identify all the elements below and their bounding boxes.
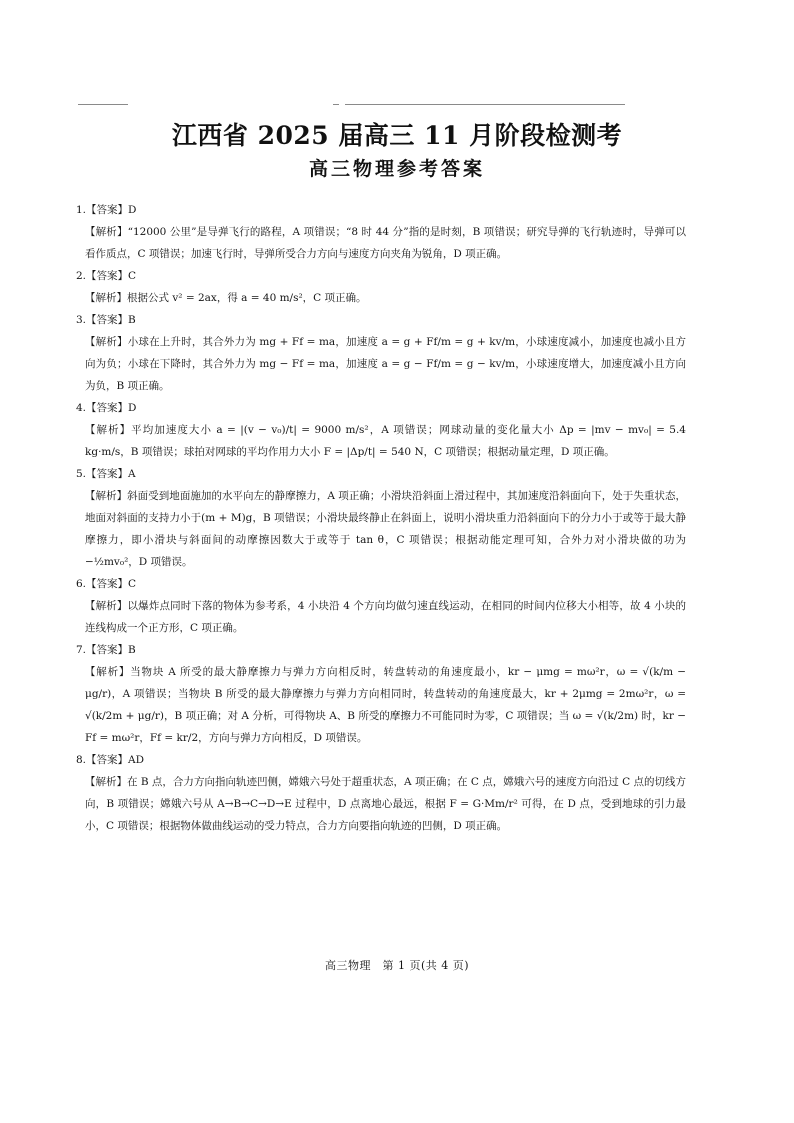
answer-key: 5.【答案】A — [76, 468, 136, 480]
answer-item-6 — [76, 573, 686, 639]
analysis-text: 【解析】在 B 点，合力方向指向轨迹凹侧，嫦娥六号处于超重状态，A 项正确；在 C 点，嫦娥六号的速度方向沿过 C 点的切线方向，B 项错误；嫦娥六号从 A→B→C→D→E 过程中，D 点离地心最远，根据 F = G·Mm/r² 可得，在 D 点，受到地球的引力最小，C 项错误；根据物体做曲线运动的受力特点，合力方向要指向轨迹的凹侧，D 项正确。 — [85, 776, 686, 832]
answer-item-5 — [76, 463, 686, 573]
answer-key: 6.【答案】C — [76, 578, 137, 590]
answer-key: 8.【答案】AD — [76, 754, 145, 766]
answer-item-8 — [76, 749, 686, 837]
answer-item-1 — [76, 199, 686, 265]
page-subtitle: 高三物理参考答案 — [308, 158, 485, 180]
header-rule-left — [78, 104, 128, 105]
answer-key: 1.【答案】D — [76, 204, 137, 216]
page-footer: 高三物理 第 1 页(共 4 页) — [324, 959, 470, 972]
page-title: 江西省 2025 届高三 11 月阶段检测考 — [171, 121, 623, 150]
analysis-text: 【解析】平均加速度大小 a = |(v − v₀)/t| = 9000 m/s²，A 项错误；网球动量的变化量大小 Δp = |mv − mv₀| = 5.4 kg·m/s，B 项错误；球拍对网球的平均作用力大小 F = |Δp/t| = 540 N，C 项错误；根据动量定理，D 项正确。 — [85, 424, 686, 458]
analysis-text: 【解析】“12000 公里”是导弹飞行的路程，A 项错误；“8 时 44 分”指的是时刻，B 项错误；研究导弹的飞行轨迹时，导弹可以看作质点，C 项错误；加速飞行时，导弹所受合力方向与速度方向夹角为锐角，D 项正确。 — [85, 226, 686, 260]
answer-key: 7.【答案】B — [76, 644, 136, 656]
answer-key: 3.【答案】B — [76, 314, 136, 326]
answer-item-4 — [76, 397, 686, 463]
header-rule-right — [345, 104, 625, 105]
analysis-text: 【解析】当物块 A 所受的最大静摩擦力与弹力方向相反时，转盘转动的角速度最小，kr − μmg = mω²r，ω = √(k/m − μg/r)，A 项错误；当物块 B 所受的最大静摩擦力与弹力方向相同时，转盘转动的角速度最大，kr + 2μmg = 2mω²r，ω = √(k/2m + μg/r)，B 项正确；对 A 分析，可得物块 A、B 所受的摩擦力不可能同时为零，C 项错误；当 ω = √(k/2m) 时，kr − Ff = mω²r，Ff = kr/2，方向与弹力方向相反，D 项错误。 — [85, 666, 686, 744]
answer-item-3 — [76, 309, 686, 397]
answer-item-7 — [76, 639, 686, 749]
analysis-text: 【解析】小球在上升时，其合外力为 mg + Ff = ma，加速度 a = g + Ff/m = g + kv/m，小球速度减小，加速度也减小且方向为负；小球在下降时，其合外力为 mg − Ff = ma，加速度 a = g − Ff/m = g − kv/m，小球速度增大，加速度减小且方向为负，B 项正确。 — [85, 336, 686, 392]
analysis-text: 【解析】根据公式 v² = 2ax，得 a = 40 m/s²，C 项正确。 — [85, 292, 367, 304]
answer-key: 2.【答案】C — [76, 270, 137, 282]
answer-key: 4.【答案】D — [76, 402, 137, 414]
analysis-text: 【解析】以爆炸点同时下落的物体为参考系，4 小块沿 4 个方向均做匀速直线运动，在相同的时间内位移大小相等，故 4 小块的连线构成一个正方形，C 项正确。 — [85, 600, 686, 634]
answer-list — [76, 199, 686, 837]
header-rule-mark — [333, 104, 339, 105]
answer-item-2 — [76, 265, 686, 309]
analysis-text: 【解析】斜面受到地面施加的水平向左的静摩擦力，A 项正确；小滑块沿斜面上滑过程中，其加速度沿斜面向下，处于失重状态，地面对斜面的支持力小于(m + M)g，B 项错误；小滑块最终静止在斜面上，说明小滑块重力沿斜面向下的分力小于或等于最大静摩擦力，即小滑块与斜面间的动摩擦因数大于或等于 tan θ，C 项错误；根据动能定理可知，合外力对小滑块做的功为 −½mv₀²，D 项错误。 — [85, 490, 686, 568]
